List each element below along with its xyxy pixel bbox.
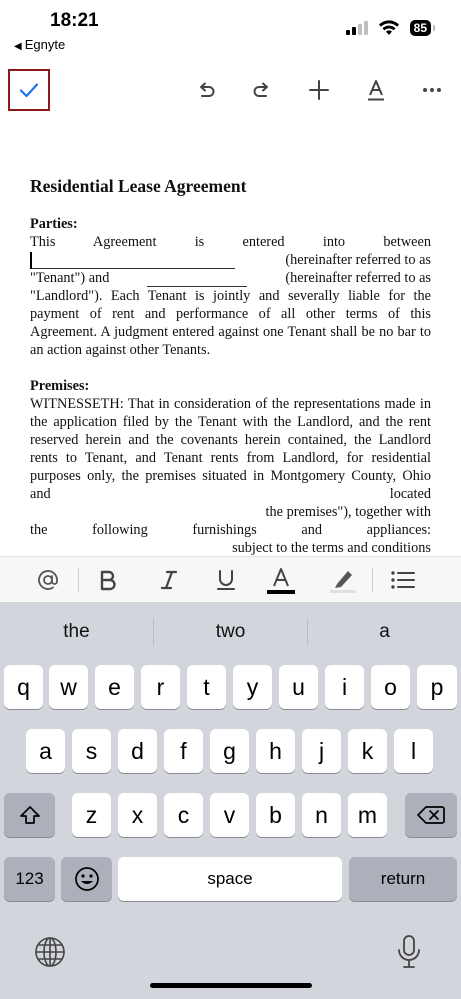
undo-icon [194, 78, 218, 102]
tenant-name-blank[interactable] [30, 252, 235, 269]
microphone-icon [395, 934, 423, 970]
key-t[interactable]: t [187, 665, 226, 709]
parties-line-2-text: (hereinafter referred to as [285, 252, 431, 268]
key-b[interactable]: b [256, 793, 295, 837]
battery-indicator: 85 [410, 20, 431, 36]
parties-line-3 [30, 269, 431, 287]
globe-button[interactable] [34, 936, 66, 968]
highlight-icon [328, 565, 358, 595]
premises-line-2: the premises"), together with [265, 504, 431, 520]
done-button[interactable] [8, 69, 50, 111]
key-s[interactable]: s [72, 729, 111, 773]
plus-icon [307, 78, 331, 102]
premises-paragraph: WITNESSETH: That in consideration of the representations made in the application filed by the Tenant with the Landlord, and the rent reserved herein and the covenants herein contained, the Landlord rents to Tenant, and Tenant rents from Landlord, for residential purposes only, the premises situated in Montgomery County, Ohio and located [30, 396, 431, 502]
text-color-icon [266, 565, 296, 595]
parties-line-3-start: "Tenant") and [30, 270, 110, 286]
text-format-icon [364, 78, 388, 102]
backspace-icon [417, 805, 445, 825]
parties-heading: Parties: [30, 216, 78, 232]
premises-line-4: subject to the terms and conditions [232, 540, 431, 555]
mention-button[interactable] [34, 565, 62, 595]
text-format-button[interactable] [362, 76, 390, 104]
italic-button[interactable] [155, 565, 183, 595]
onscreen-keyboard [0, 602, 461, 999]
checkmark-icon [17, 78, 41, 102]
key-e[interactable]: e [95, 665, 134, 709]
key-z[interactable]: z [72, 793, 111, 837]
editor-toolbar [0, 64, 461, 116]
parties-line-3-end: (hereinafter referred to as [285, 270, 431, 286]
dictation-button[interactable] [395, 934, 423, 970]
key-i[interactable]: i [325, 665, 364, 709]
suggestion-bar [0, 602, 461, 662]
more-icon [420, 78, 444, 102]
redo-icon [250, 78, 274, 102]
key-y[interactable]: y [233, 665, 272, 709]
globe-icon [34, 936, 66, 968]
key-l[interactable]: l [394, 729, 433, 773]
backspace-key[interactable] [405, 793, 457, 837]
document-title: Residential Lease Agreement [30, 176, 247, 196]
key-v[interactable]: v [210, 793, 249, 837]
key-g[interactable]: g [210, 729, 249, 773]
underline-button[interactable] [212, 565, 240, 595]
key-f[interactable]: f [164, 729, 203, 773]
suggestion-2[interactable]: two [215, 621, 246, 642]
key-h[interactable]: h [256, 729, 295, 773]
premises-line-3: the following furnishings and appliances: [30, 522, 431, 538]
key-q[interactable]: q [4, 665, 43, 709]
back-app-label: Egnyte [24, 37, 66, 52]
key-x[interactable]: x [118, 793, 157, 837]
numbers-key[interactable]: 123 [4, 857, 55, 901]
formatting-toolbar [0, 556, 461, 602]
wifi-icon [378, 20, 400, 36]
italic-icon [158, 569, 180, 591]
home-indicator[interactable] [150, 983, 312, 988]
landlord-name-blank[interactable] [147, 272, 247, 287]
key-o[interactable]: o [371, 665, 410, 709]
parties-line-1: This Agreement is entered into between [30, 234, 431, 250]
key-w[interactable]: w [49, 665, 88, 709]
space-key[interactable]: space [118, 857, 342, 901]
redo-button[interactable] [248, 76, 276, 104]
insert-button[interactable] [305, 76, 333, 104]
list-button[interactable] [390, 565, 416, 595]
premises-heading: Premises: [30, 378, 90, 394]
text-color-button[interactable] [266, 565, 296, 595]
undo-button[interactable] [192, 76, 220, 104]
shift-key[interactable] [4, 793, 55, 837]
key-p[interactable]: p [417, 665, 457, 709]
list-icon [390, 568, 416, 592]
underline-icon [215, 568, 237, 592]
key-r[interactable]: r [141, 665, 180, 709]
bold-icon [97, 569, 119, 591]
return-key[interactable]: return [349, 857, 457, 901]
emoji-icon [74, 866, 100, 892]
back-to-app-link[interactable] [14, 37, 65, 52]
key-m[interactable]: m [348, 793, 387, 837]
key-u[interactable]: u [279, 665, 318, 709]
document-body[interactable] [30, 175, 431, 555]
shift-icon [19, 805, 41, 825]
status-icons [346, 20, 431, 36]
bold-button[interactable] [94, 565, 122, 595]
key-c[interactable]: c [164, 793, 203, 837]
status-time: 18:21 [50, 10, 99, 31]
key-a[interactable]: a [26, 729, 65, 773]
highlight-button[interactable] [328, 565, 358, 595]
cellular-signal-icon [346, 21, 368, 35]
key-d[interactable]: d [118, 729, 157, 773]
mention-icon [36, 568, 60, 592]
key-j[interactable]: j [302, 729, 341, 773]
more-options-button[interactable] [418, 76, 446, 104]
back-triangle-icon: ◀ [14, 41, 22, 52]
text-cursor [30, 252, 32, 269]
key-n[interactable]: n [302, 793, 341, 837]
suggestion-1[interactable]: the [63, 621, 90, 642]
status-bar [0, 0, 461, 56]
suggestion-3[interactable]: a [379, 621, 390, 642]
parties-paragraph: "Landlord"). Each Tenant is jointly and severally liable for the payment of rent and performance of all other terms of this Agreement. A judgment entered against one Tenant shall be no bar to an action against other Tenants. [30, 288, 431, 358]
key-k[interactable]: k [348, 729, 387, 773]
emoji-key[interactable] [61, 857, 112, 901]
parties-line-2 [30, 251, 431, 269]
